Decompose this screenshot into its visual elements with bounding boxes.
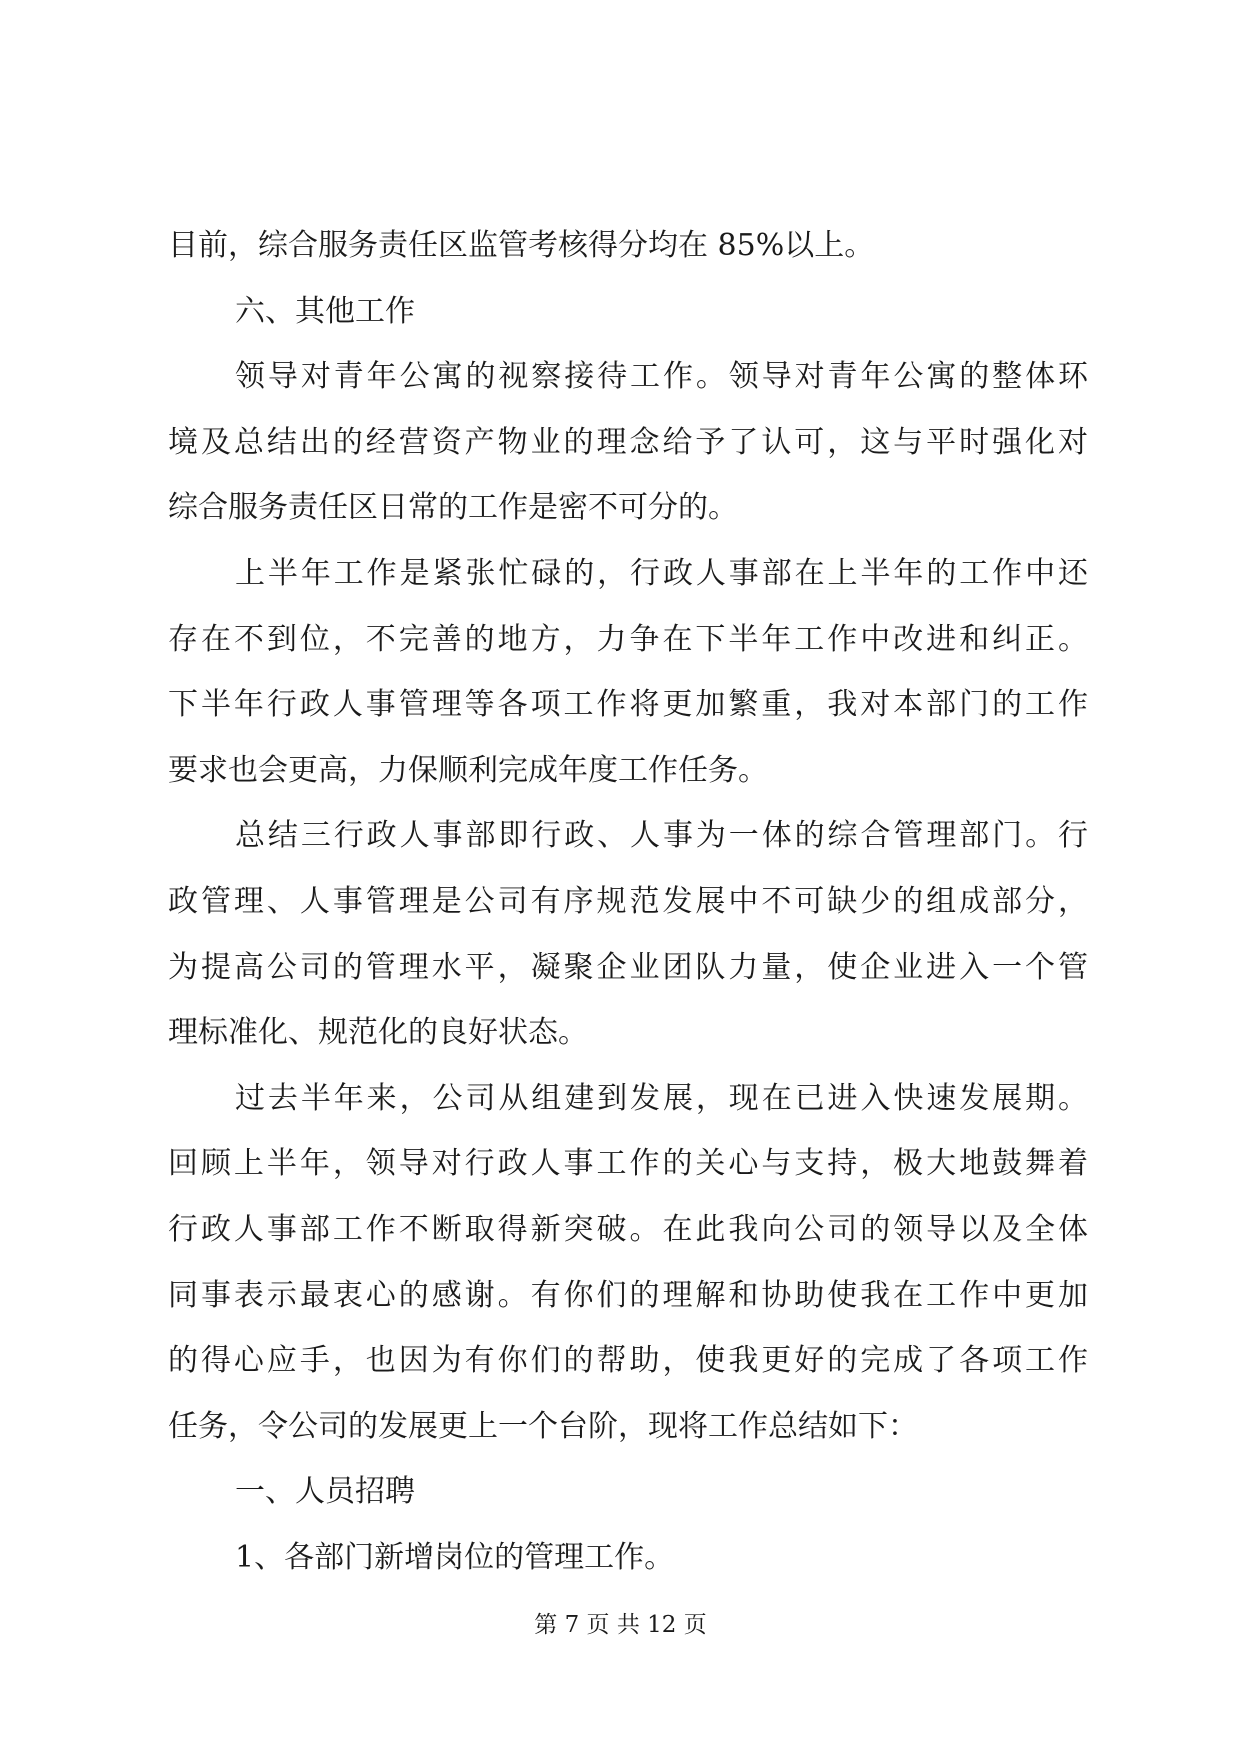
text-line: 存在不到位，不完善的地方，力争在下半年工作中改进和纠正。 xyxy=(168,621,1088,657)
page-footer: 第 7 页 共 12 页 xyxy=(534,1612,707,1638)
text-line: 一、人员招聘 xyxy=(235,1474,415,1510)
text-line: 总结三行政人事部即行政、人事为一体的综合管理部门。行 xyxy=(235,818,1088,854)
text-line: 过去半年来，公司从组建到发展，现在已进入快速发展期。 xyxy=(235,1080,1088,1116)
text-line: 上半年工作是紧张忙碌的，行政人事部在上半年的工作中还 xyxy=(235,555,1088,591)
text-line: 目前，综合服务责任区监管考核得分均在 85%以上。 xyxy=(168,228,875,263)
text-line: 同事表示最衷心的感谢。有你们的理解和协助使我在工作中更加 xyxy=(168,1277,1088,1313)
text-line: 为提高公司的管理水平，凝聚企业团队力量，使企业进入一个管 xyxy=(168,949,1088,985)
text-line: 下半年行政人事管理等各项工作将更加繁重，我对本部门的工作 xyxy=(168,687,1088,723)
text-line: 领导对青年公寓的视察接待工作。领导对青年公寓的整体环 xyxy=(235,359,1088,395)
text-line: 要求也会更高，力保顺利完成年度工作任务。 xyxy=(168,752,768,788)
text-line: 行政人事部工作不断取得新突破。在此我向公司的领导以及全体 xyxy=(168,1211,1088,1247)
text-line: 回顾上半年，领导对行政人事工作的关心与支持，极大地鼓舞着 xyxy=(168,1146,1088,1182)
text-line: 政管理、人事管理是公司有序规范发展中不可缺少的组成部分， xyxy=(168,883,1088,919)
text-line: 境及总结出的经营资产物业的理念给予了认可，这与平时强化对 xyxy=(168,424,1088,460)
text-line: 1、各部门新增岗位的管理工作。 xyxy=(235,1539,675,1575)
text-line: 理标准化、规范化的良好状态。 xyxy=(168,1015,588,1051)
document-body xyxy=(168,213,1088,1590)
text-line: 的得心应手，也因为有你们的帮助，使我更好的完成了各项工作 xyxy=(168,1343,1088,1379)
text-line: 任务，令公司的发展更上一个台阶，现将工作总结如下： xyxy=(168,1408,918,1444)
text-line: 六、其他工作 xyxy=(235,293,415,329)
text-line: 综合服务责任区日常的工作是密不可分的。 xyxy=(168,490,738,526)
